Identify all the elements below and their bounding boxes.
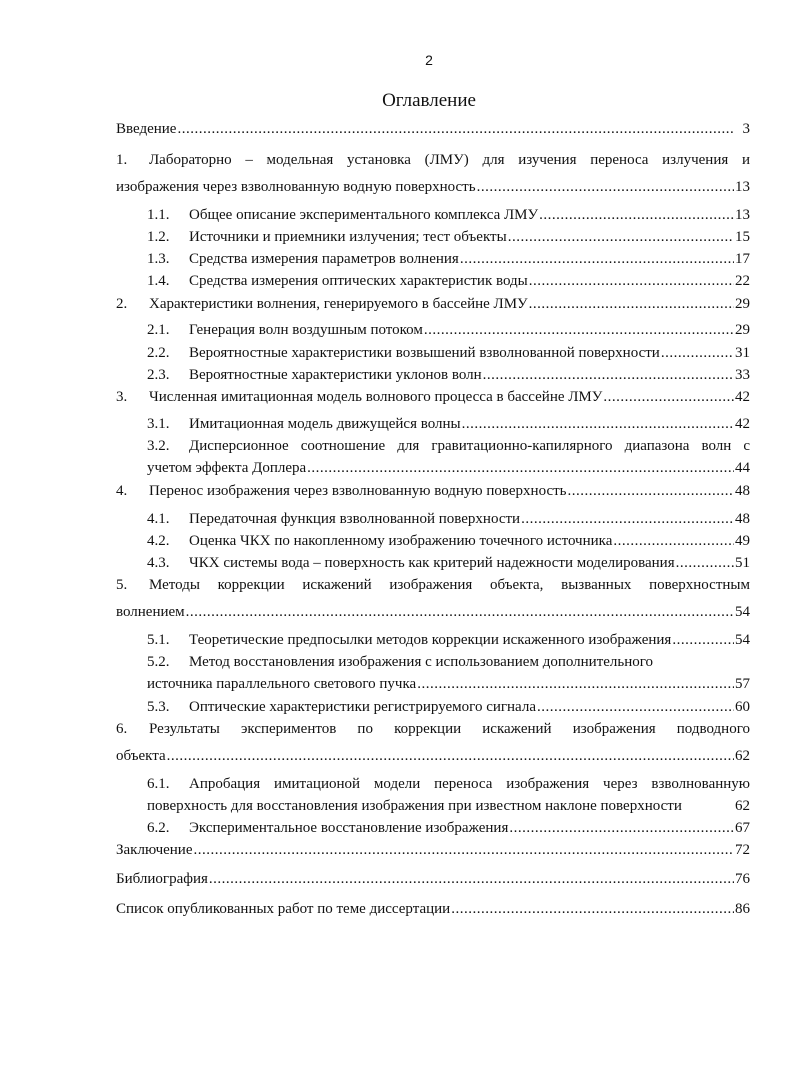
toc-entry-section-1-2[interactable] bbox=[116, 229, 750, 246]
toc-entry-page: 57 bbox=[735, 676, 750, 692]
toc-entry-page: 13 bbox=[735, 207, 750, 223]
toc-leader-dots bbox=[672, 632, 734, 649]
toc-entry-section-5-2[interactable] bbox=[147, 654, 750, 692]
toc-leader-dots bbox=[307, 460, 734, 477]
toc-entry-section-5-1[interactable] bbox=[116, 632, 750, 649]
toc-entry-page: 3 bbox=[742, 121, 750, 137]
toc-entry-page: 60 bbox=[735, 699, 750, 715]
toc-entry-label: изображения через взволнованную водную поверхность bbox=[116, 179, 476, 195]
toc-leader-dots bbox=[477, 179, 734, 196]
toc-entry-number: 2.3. bbox=[147, 367, 170, 383]
toc-entry-introduction[interactable] bbox=[116, 121, 750, 138]
toc-entry-label: источника параллельного светового пучка bbox=[147, 676, 417, 692]
toc-entry-number: 6.2. bbox=[147, 820, 170, 836]
toc-leader-dots bbox=[209, 871, 734, 888]
toc-entry-number: 5.2. bbox=[147, 654, 170, 670]
toc-entry-page: 44 bbox=[735, 460, 750, 476]
toc-entry-number: 5.1. bbox=[147, 632, 170, 648]
toc-entry-label: волнением bbox=[116, 604, 185, 620]
toc-entry-label: Общее описание экспериментального комплекса ЛМУ bbox=[189, 207, 539, 223]
toc-entry-page: 29 bbox=[735, 322, 750, 338]
toc-leader-dots bbox=[167, 748, 734, 765]
toc-entry-label-line1: Метод восстановления изображения с использованием дополнительного bbox=[189, 654, 654, 670]
toc-entry-page: 42 bbox=[735, 389, 750, 405]
toc-entry-label: Перенос изображения через взволнованную водную поверхность bbox=[149, 483, 567, 499]
toc-entry-label: ЧКХ системы вода – поверхность как критерий надежности моделирования bbox=[189, 555, 675, 571]
toc-entry-label: Средства измерения параметров волнения bbox=[189, 251, 459, 267]
page-number: 2 bbox=[425, 52, 433, 68]
toc-entry-label: Вероятностные характеристики возвышений взволнованной поверхности bbox=[189, 345, 660, 361]
toc-entry-section-2-1[interactable] bbox=[116, 322, 750, 339]
toc-leader-dots bbox=[613, 533, 734, 550]
toc-entry-section-2-3[interactable] bbox=[116, 367, 750, 384]
toc-entry-number: 4. bbox=[116, 483, 128, 499]
toc-leader-dots bbox=[186, 604, 734, 621]
toc-entry-label: поверхность для восстановления изображения при известном наклоне поверхности bbox=[147, 798, 682, 814]
toc-leader-dots bbox=[483, 367, 734, 384]
toc-entry-label: Вероятностные характеристики уклонов волн bbox=[189, 367, 482, 383]
toc-entry-number: 6. bbox=[116, 721, 128, 737]
toc-entry-chapter-1[interactable] bbox=[116, 152, 750, 195]
toc-entry-page: 17 bbox=[735, 251, 750, 267]
toc-entry-label-line1: Методы коррекции искажений изображения объекта, вызванных поверхностным bbox=[149, 577, 750, 593]
toc-leader-dots bbox=[521, 511, 734, 528]
toc-entry-number: 2.1. bbox=[147, 322, 170, 338]
toc-entry-label-line1: Апробация имитационой модели переноса изображения через взволнованную bbox=[189, 776, 750, 792]
toc-entry-chapter-4[interactable] bbox=[116, 483, 750, 500]
toc-entry-page: 51 bbox=[735, 555, 750, 571]
toc-entry-section-2-2[interactable] bbox=[116, 345, 750, 362]
toc-entry-page: 76 bbox=[735, 871, 750, 887]
toc-entry-label: Генерация волн воздушным потоком bbox=[189, 322, 423, 338]
toc-entry-page: 22 bbox=[735, 273, 750, 289]
toc-entry-chapter-6[interactable] bbox=[116, 721, 750, 764]
toc-entry-number: 4.3. bbox=[147, 555, 170, 571]
toc-entry-section-4-2[interactable] bbox=[116, 533, 750, 550]
toc-entry-section-1-1[interactable] bbox=[116, 207, 750, 224]
toc-entry-label-line1: Дисперсионное соотношение для гравитационно-капилярного диапазона волн с bbox=[189, 438, 750, 454]
toc-entry-number: 4.1. bbox=[147, 511, 170, 527]
toc-leader-dots bbox=[509, 820, 734, 837]
toc-leader-dots bbox=[424, 322, 734, 339]
toc-entry-label: Имитационная модель движущейся волны bbox=[189, 416, 461, 432]
toc-entry-page: 29 bbox=[735, 296, 750, 312]
toc-entry-page: 13 bbox=[735, 179, 750, 195]
toc-entry-page: 42 bbox=[735, 416, 750, 432]
toc-entry-page: 72 bbox=[735, 842, 750, 858]
toc-entry-section-1-3[interactable] bbox=[116, 251, 750, 268]
toc-leader-dots bbox=[529, 296, 734, 313]
toc-leader-dots bbox=[460, 251, 734, 268]
toc-entry-page: 54 bbox=[735, 604, 750, 620]
toc-entry-number: 1.4. bbox=[147, 273, 170, 289]
toc-leader-dots bbox=[537, 699, 734, 716]
toc-entry-bibliography[interactable] bbox=[116, 871, 750, 888]
toc-entry-page: 31 bbox=[735, 345, 750, 361]
toc-entry-number: 3.2. bbox=[147, 438, 170, 454]
toc-entry-number: 4.2. bbox=[147, 533, 170, 549]
toc-leader-dots bbox=[451, 901, 734, 918]
toc-entry-page: 54 bbox=[735, 632, 750, 648]
toc-entry-page: 62 bbox=[735, 798, 750, 814]
toc-entry-section-1-4[interactable] bbox=[116, 273, 750, 290]
toc-entry-section-4-1[interactable] bbox=[116, 511, 750, 528]
toc-leader-dots bbox=[194, 842, 735, 859]
toc-entry-number: 2. bbox=[116, 296, 128, 312]
toc-leader-dots bbox=[508, 229, 734, 246]
toc-leader-dots bbox=[603, 389, 734, 406]
toc-entry-number: 2.2. bbox=[147, 345, 170, 361]
toc-entry-conclusion[interactable] bbox=[116, 842, 750, 859]
toc-entry-number: 1.1. bbox=[147, 207, 170, 223]
toc-entry-number: 6.1. bbox=[147, 776, 170, 792]
toc-title: Оглавление bbox=[382, 90, 476, 111]
toc-entry-label-line1: Результаты экспериментов по коррекции искажений изображения подводного bbox=[149, 721, 750, 737]
toc-entry-label: Теоретические предпосылки методов коррекции искаженного изображения bbox=[189, 632, 672, 648]
toc-leader-dots bbox=[462, 416, 734, 433]
toc-entry-label: учетом эффекта Доплера bbox=[147, 460, 307, 476]
toc-entry-section-6-1[interactable] bbox=[147, 776, 750, 814]
toc-entry-page: 48 bbox=[735, 483, 750, 499]
toc-leader-dots bbox=[568, 483, 734, 500]
toc-entry-label: Источники и приемники излучения; тест объекты bbox=[189, 229, 507, 245]
toc-entry-page: 67 bbox=[735, 820, 750, 836]
toc-entry-number: 5. bbox=[116, 577, 128, 593]
toc-entry-label: Передаточная функция взволнованной поверхности bbox=[189, 511, 521, 527]
toc-leader-dots bbox=[417, 676, 734, 693]
toc-entry-number: 1.3. bbox=[147, 251, 170, 267]
toc-entry-label: Введение bbox=[116, 121, 177, 137]
toc-entry-chapter-2[interactable] bbox=[116, 296, 750, 313]
toc-entry-label: Численная имитационная модель волнового процесса в бассейне ЛМУ bbox=[149, 389, 603, 405]
toc-entry-chapter-5[interactable] bbox=[116, 577, 750, 620]
toc-entry-page: 86 bbox=[735, 901, 750, 917]
toc-entry-number: 5.3. bbox=[147, 699, 170, 715]
toc-entry-number: 1.2. bbox=[147, 229, 170, 245]
toc-entry-section-3-1[interactable] bbox=[116, 416, 750, 433]
toc-entry-section-6-2[interactable] bbox=[116, 820, 750, 837]
toc-entry-section-3-2[interactable] bbox=[147, 438, 750, 476]
toc-entry-label: Оптические характеристики регистрируемого сигнала bbox=[189, 699, 536, 715]
toc-entry-page: 49 bbox=[735, 533, 750, 549]
toc-entry-label-line1: Лабораторно – модельная установка (ЛМУ) для изучения переноса излучения и bbox=[149, 152, 750, 168]
toc-entry-number: 3.1. bbox=[147, 416, 170, 432]
toc-entry-label: Характеристики волнения, генерируемого в бассейне ЛМУ bbox=[149, 296, 528, 312]
toc-leader-dots bbox=[177, 121, 735, 138]
toc-entry-label: Библиография bbox=[116, 871, 208, 887]
toc-leader-dots bbox=[661, 345, 734, 362]
toc-entry-number: 3. bbox=[116, 389, 128, 405]
toc-entry-chapter-3[interactable] bbox=[116, 389, 750, 406]
toc-entry-section-5-3[interactable] bbox=[116, 699, 750, 716]
toc-entry-label: объекта bbox=[116, 748, 166, 764]
toc-leader-dots bbox=[529, 273, 734, 290]
toc-entry-label: Экспериментальное восстановление изображения bbox=[189, 820, 509, 836]
toc-entry-page: 48 bbox=[735, 511, 750, 527]
toc-entry-section-4-3[interactable] bbox=[116, 555, 750, 572]
toc-leader-dots bbox=[676, 555, 734, 572]
toc-entry-number: 1. bbox=[116, 152, 128, 168]
toc-entry-page: 33 bbox=[735, 367, 750, 383]
toc-entry-label: Средства измерения оптических характеристик воды bbox=[189, 273, 528, 289]
toc-entry-label: Заключение bbox=[116, 842, 193, 858]
toc-leader-dots bbox=[539, 207, 734, 224]
toc-entry-page: 62 bbox=[735, 748, 750, 764]
toc-entry-page: 15 bbox=[735, 229, 750, 245]
toc-entry-label: Список опубликованных работ по теме диссертации bbox=[116, 901, 451, 917]
toc-entry-publications[interactable] bbox=[116, 901, 750, 918]
toc-entry-label: Оценка ЧКХ по накопленному изображению точечного источника bbox=[189, 533, 613, 549]
